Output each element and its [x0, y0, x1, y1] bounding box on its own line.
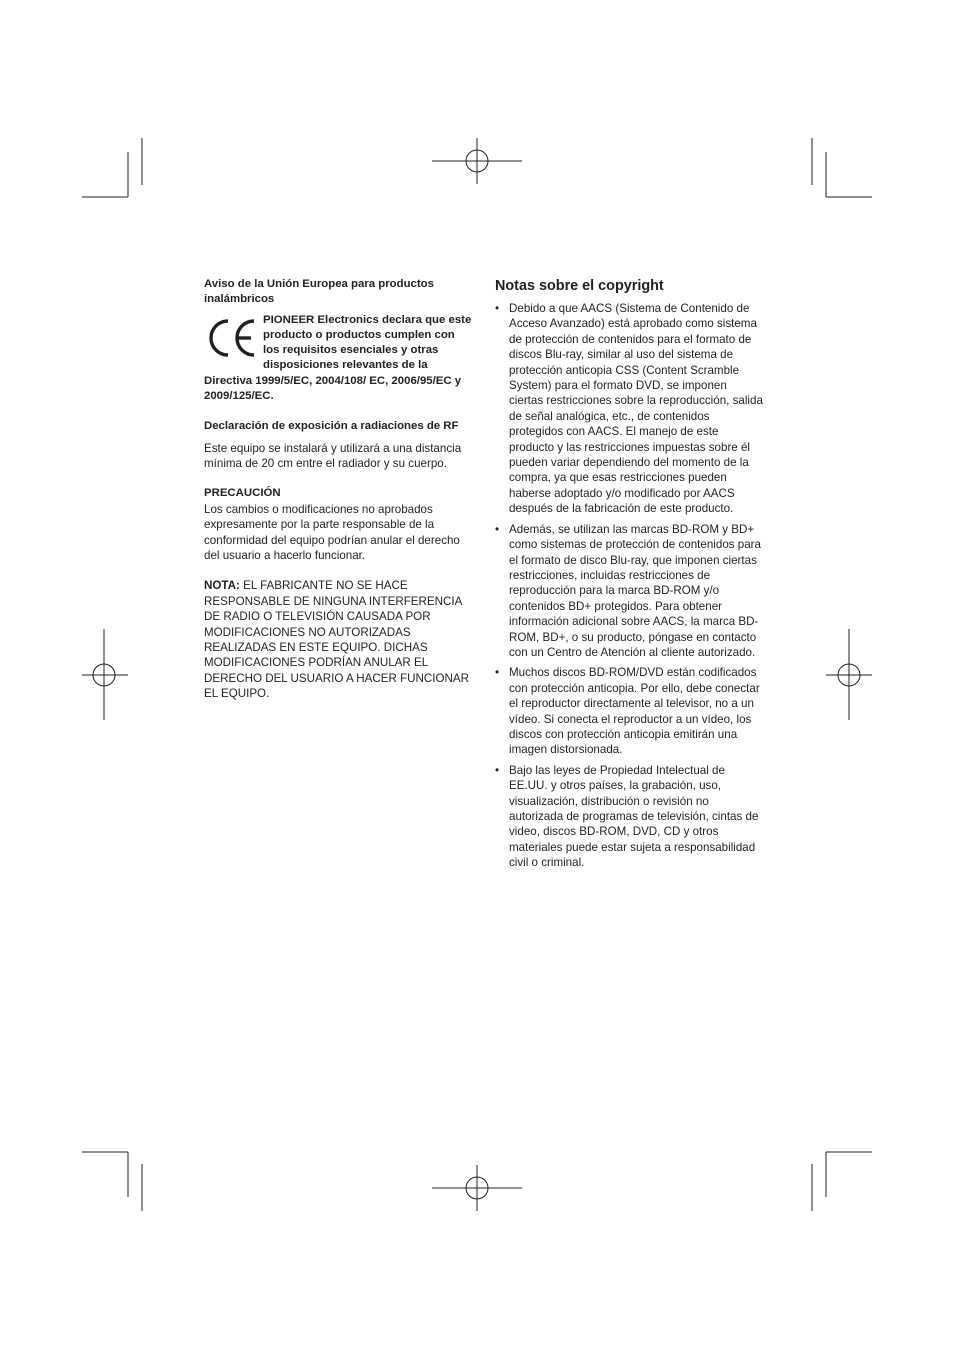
rf-exposure-heading: Declaración de exposición a radiaciones de RF — [204, 420, 459, 433]
list-item-text: Debido a que AACS (Sistema de Contenido de Acceso Avanzado) está aprobado como sistema de protección de contenidos para el formato de discos Blu-ray, similar al uso del sistema de protección anticopia CSS (Content Scramble System) para el formato DVD, se imponen ciertas restricciones sobre la reproducción, salida de señal analógica, etc., de contenidos protegidos con AACS. El manejo de este producto y las restricciones impuestas sobre él pueden variar dependiendo del momento de la compra, ya que esas restricciones pueden haberse adoptado y/o modificado por AACS después de la fabricación de este producto. — [509, 302, 763, 516]
left-column — [204, 277, 472, 702]
list-item — [495, 665, 763, 757]
list-item-text: Bajo las leyes de Propiedad Intelectual de EE.UU. y otros países, la grabación, uso, visualización, distribución o revisión no autorizada de programas de televisión, cintas de video, discos BD-ROM, DVD, CD y otros materiales puede estar sujeta a responsabilidad civil o criminal. — [509, 763, 759, 870]
rf-exposure-text: Este equipo se instalará y utilizará a una distancia mínima de 20 cm entre el radiador y su cuerpo. — [204, 441, 462, 471]
note-text: EL FABRICANTE NO SE HACE RESPONSABLE DE NINGUNA INTERFERENCIA DE RADIO O TELEVISIÓN CAUSADA POR MODIFICACIONES NO AUTORIZADAS REALIZADAS EN ESTE EQUIPO. DICHAS MODIFICACIONES PODRÍAN ANULAR EL DERECHO DEL USUARIO A HACER FUNCIONAR EL EQUIPO. — [204, 579, 469, 701]
list-item — [495, 763, 763, 871]
right-column — [495, 277, 763, 876]
list-item — [495, 301, 763, 517]
bullet-icon: • — [495, 666, 500, 680]
list-item-text: Muchos discos BD-ROM/DVD están codificados con protección anticopia. Por ello, debe conectar el reproductor directamente al televisor, no a un vídeo. Si conecta el reproductor a un vídeo, los discos con protección anticopia emitirán una imagen distorsionada. — [509, 666, 760, 757]
caution-heading: PRECAUCIÓN — [204, 487, 281, 500]
bullet-icon: • — [495, 522, 500, 536]
copyright-list — [495, 301, 763, 871]
list-item-text: Además, se utilizan las marcas BD-ROM y BD+ como sistemas de protección de contenidos para el formato de disco Blu-ray, que imponen ciertas restricciones, incluidas restricciones de reproducción para la marca BD-ROM y/o contenidos BD+ protegidos. Para obtener información adicional sobre AACS, la marca BD-ROM, BD+, o su producto, póngase en contacto con un Centro de Atención al cliente autorizado. — [509, 522, 761, 659]
ce-declaration-block — [204, 313, 472, 405]
bullet-icon: • — [495, 302, 500, 315]
note-paragraph — [204, 578, 472, 701]
list-item — [495, 522, 763, 661]
eu-notice-heading: Aviso de la Unión Europea para productos inalámbricos — [204, 278, 434, 306]
copyright-title: Notas sobre el copyright — [495, 278, 664, 294]
ce-mark-logo — [204, 313, 258, 361]
note-label: NOTA: — [204, 579, 240, 593]
bullet-icon: • — [495, 763, 500, 777]
caution-text: Los cambios o modificaciones no aprobados expresamente por la parte responsable de la conformidad del equipo podrían anular el derecho del usuario a hacerlo funcionar. — [204, 502, 460, 562]
eu-declaration-text: PIONEER Electronics declara que este producto o productos cumplen con los requisitos esenciales y otras disposiciones relevantes de la Directiva 1999/5/EC, 2004/108/ EC, 2006/95/EC y 2009/125/EC. — [204, 313, 472, 403]
